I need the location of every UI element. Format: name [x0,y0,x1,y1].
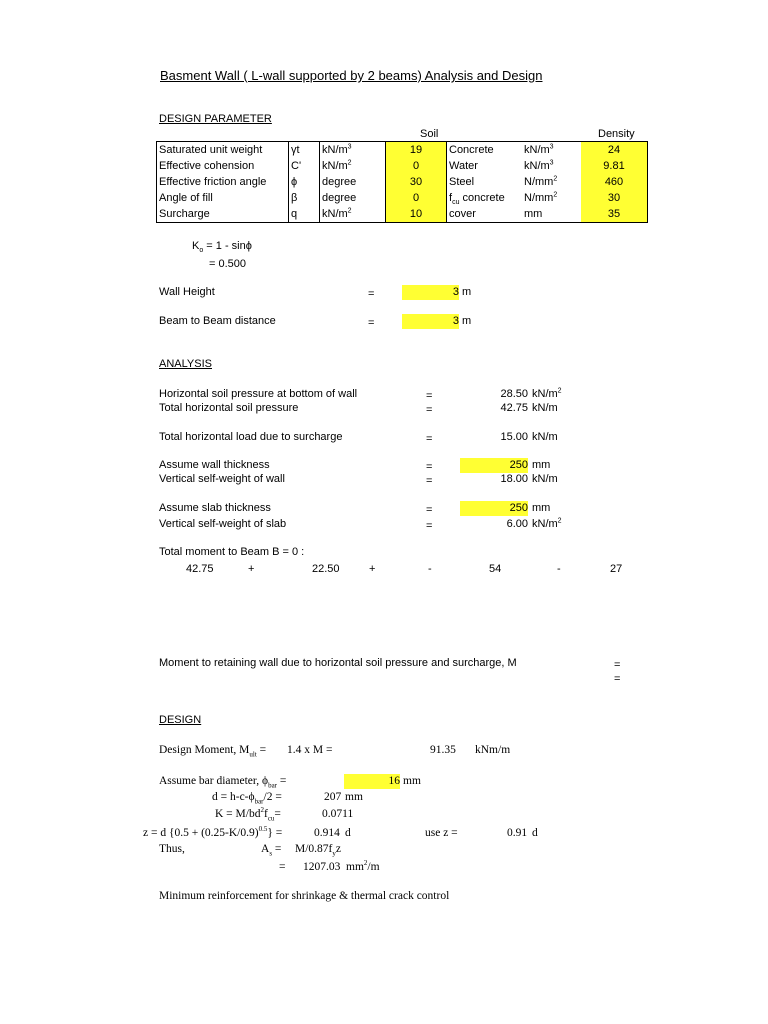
ko-value: = 0.500 [209,258,247,270]
design-parameter-heading: DESIGN PARAMETER [159,113,272,125]
param-density-value[interactable]: 30 [607,192,621,204]
param-density-label: Concrete [449,144,494,156]
analysis-row-value-wrap [460,518,528,530]
design-heading: DESIGN [159,714,202,726]
beam-distance-eq: = [368,317,375,329]
d-unit: mm [345,791,363,803]
d-formula [212,791,282,806]
analysis-row-unit-wrap [532,473,558,485]
analysis-row-eq: = [426,475,433,487]
param-cell [320,142,386,159]
analysis-row-label: Total horizontal load due to surcharge [159,431,343,443]
param-density-label: cover [449,208,476,220]
param-row [157,158,648,174]
as-formula-text: M/0.87f [295,843,333,855]
analysis-row-label: Vertical self-weight of slab [159,518,287,530]
as-value-eq: = [279,861,286,873]
analysis-row-unit: kN/m [532,473,558,485]
wall-height-input[interactable]: 3 [402,285,459,300]
param-unit: degree [322,192,357,204]
param-cell [289,190,320,206]
param-label: Saturated unit weight [159,144,263,156]
ko-formula-text: = 1 - sin [203,240,246,252]
analysis-row-unit: mm [532,502,551,514]
param-row [157,206,648,223]
param-symbol: γt [291,144,300,156]
param-unit: kN/m [322,160,348,172]
phi-symbol: ϕ [245,240,252,252]
param-density-unit: N/mm [524,192,554,204]
use-z-label: use z = [425,827,458,839]
analysis-row-eq-wrap [426,390,432,402]
z-formula-text: z = d {0.5 + (0.25-K/0.9) [143,827,259,839]
param-density-unit-superscript: 2 [553,191,558,199]
design-moment-value: 91.35 [430,744,456,756]
design-moment-eq: = [256,744,267,756]
param-cell[interactable] [581,206,648,223]
param-cell [320,190,386,206]
bar-diameter-text: Assume bar diameter, ϕ [159,775,269,787]
analysis-row-eq-wrap [426,404,432,416]
analysis-row-label-wrap [159,402,298,414]
soil-column-header: Soil [420,128,439,140]
param-cell [522,158,581,174]
k-formula-superscript: 2 [260,806,264,815]
design-moment-factor: 1.4 x M = [287,744,333,756]
analysis-row-eq-wrap [426,520,432,532]
k-formula-f: f [263,808,268,820]
design-moment-subscript: ult [249,750,257,759]
moment-term: 27 [610,563,623,575]
analysis-row-eq-wrap [426,461,432,473]
analysis-row-unit-wrap [532,502,550,514]
k-formula-text: K = M/bd [215,808,261,820]
analysis-row-label: Assume slab thickness [159,502,271,514]
analysis-row-label-wrap [159,473,285,485]
param-density-value[interactable]: 35 [607,208,621,220]
param-cell [522,142,581,159]
analysis-row-unit-wrap [532,431,558,443]
bar-diameter-input[interactable]: 16 [344,774,400,789]
analysis-row-label-wrap [159,518,286,530]
thus-label: Thus, [159,843,185,855]
analysis-row-label-wrap [159,388,357,400]
analysis-row-input[interactable] [460,501,528,516]
analysis-row-unit: kN/m [532,402,558,414]
wall-height-eq: = [368,288,375,300]
analysis-row-value-wrap [460,402,528,414]
analysis-row-label-wrap [159,431,342,443]
analysis-row-label: Vertical self-weight of wall [159,473,285,485]
analysis-row-eq: = [426,433,433,445]
analysis-row-eq: = [426,390,433,402]
as-unit-superscript: 2 [363,859,368,868]
analysis-row-eq-wrap [426,433,432,445]
param-cell [157,158,289,174]
param-unit-superscript: 2 [347,207,352,215]
analysis-row-unit-wrap [532,459,550,471]
param-density-value[interactable]: 24 [607,144,621,156]
param-cell[interactable] [386,206,447,223]
param-cell[interactable] [386,190,447,206]
moment-term: 54 [489,563,502,575]
param-cell [522,206,581,223]
param-cell [289,206,320,223]
param-soil-value[interactable]: 30 [409,176,423,188]
param-cell [157,174,289,190]
z-formula-eq: } = [267,827,283,839]
analysis-row-value: 18.00 [500,473,528,485]
param-unit-superscript: 2 [347,159,352,167]
param-cell [447,206,523,223]
analysis-row-unit-superscript: 2 [557,387,562,395]
param-cell [522,174,581,190]
z-formula [143,827,282,839]
as-formula [295,843,341,858]
z-value: 0.914 [314,827,340,839]
analysis-row-value-wrap [460,388,528,400]
design-moment-label [159,744,267,759]
param-density-label: Water [449,160,478,172]
param-density-label: f [449,192,453,204]
param-row [157,190,648,206]
ko-symbol: K [192,240,200,252]
analysis-row-label-wrap [159,459,270,471]
analysis-row-value-wrap [460,431,528,443]
param-unit-superscript: 3 [347,143,352,151]
analysis-row-eq: = [426,461,433,473]
param-cell [522,190,581,206]
d-value: 207 [324,791,342,803]
param-symbol: q [291,208,298,220]
param-cell [320,158,386,174]
analysis-row-unit-superscript: 2 [557,517,562,525]
param-cell[interactable] [581,142,648,159]
beam-distance-unit: m [462,315,472,327]
analysis-row-value-wrap [460,473,528,485]
page-title: Basment Wall ( L-wall supported by 2 beams) Analysis and Design [160,68,543,83]
z-formula-superscript: 0.5 [258,825,268,834]
param-density-value[interactable]: 460 [604,176,624,188]
as-symbol: A [261,843,270,855]
param-density-subscript: cu [452,199,460,207]
analysis-heading: ANALYSIS [159,358,212,370]
param-soil-value[interactable]: 19 [409,144,423,156]
analysis-row-unit: mm [532,459,551,471]
as-formula-subscript: y [332,849,336,858]
param-soil-value[interactable]: 0 [412,160,420,172]
moment-operator: - [428,563,432,575]
param-soil-value[interactable]: 10 [409,208,423,220]
param-cell[interactable] [386,142,447,159]
as-label [261,843,282,858]
param-cell [289,174,320,190]
param-cell [447,174,523,190]
param-density-unit-superscript: 3 [549,143,554,151]
analysis-row-unit: kN/m [532,388,558,400]
design-parameter-table [156,141,648,223]
d-formula-text: d = h-c-ϕ [212,791,255,803]
moment-operator: + [248,563,255,575]
param-cell [447,142,523,159]
param-density-unit: mm [524,208,543,220]
d-formula-subscript: bar [254,797,264,806]
moment-term: 42.75 [186,563,214,575]
use-z-unit: d [532,827,538,839]
retaining-moment-eq: = [614,659,621,671]
analysis-row-unit: kN/m [532,431,558,443]
as-value: 1207.03 [303,861,341,873]
wall-height-unit: m [462,286,472,298]
d-formula-eq: /2 = [263,791,282,803]
as-unit-suffix: /m [367,861,380,873]
design-moment-text: Design Moment, M [159,744,250,756]
analysis-row-eq-wrap [426,475,432,487]
analysis-row-value: 6.00 [506,518,528,530]
param-density-unit: kN/m [524,144,550,156]
param-cell[interactable] [386,174,447,190]
ko-subscript: o [199,247,204,255]
as-eq: = [272,843,282,855]
param-row [157,174,648,190]
param-cell [157,206,289,223]
param-label: Surcharge [159,208,210,220]
param-cell [157,142,289,159]
param-cell[interactable] [581,174,648,190]
param-symbol: ϕ [291,176,298,188]
param-density-unit: kN/m [524,160,550,172]
retaining-moment-eq: = [614,673,621,685]
analysis-row-eq: = [426,504,433,516]
total-moment-label: Total moment to Beam B = 0 : [159,546,305,558]
param-soil-value[interactable]: 0 [412,192,420,204]
moment-term: 22.50 [312,563,340,575]
param-density-label-rest: concrete [459,192,505,204]
param-symbol: C' [291,160,302,172]
density-column-header: Density [598,128,635,140]
analysis-row-label: Total horizontal soil pressure [159,402,299,414]
as-subscript: s [269,849,273,858]
analysis-row-eq: = [426,404,433,416]
param-density-unit-superscript: 3 [549,159,554,167]
ko-formula [192,240,252,255]
param-density-unit: N/mm [524,176,554,188]
param-cell [320,206,386,223]
retaining-moment-label: Moment to retaining wall due to horizontal soil pressure and surcharge, M [159,657,517,669]
analysis-row-unit: kN/m [532,518,558,530]
bar-diameter-eq: = [277,775,287,787]
param-cell [447,158,523,174]
analysis-row-value: 28.50 [500,388,528,400]
min-reinforcement-label: Minimum reinforcement for shrinkage & thermal crack control [159,890,450,902]
param-unit: kN/m [322,208,348,220]
k-formula-eq: = [274,808,281,820]
wall-height-label: Wall Height [159,286,215,298]
as-unit-text: mm [346,861,364,873]
bar-diameter-unit: mm [403,775,421,787]
param-label: Angle of fill [159,192,213,204]
beam-distance-input[interactable]: 3 [402,314,459,329]
analysis-row-input[interactable] [460,458,528,473]
param-symbol: β [291,192,298,204]
design-moment-unit: kNm/m [475,744,511,756]
param-cell [447,190,523,206]
param-cell [289,142,320,159]
param-cell[interactable] [386,158,447,174]
param-row [157,142,648,159]
param-unit: kN/m [322,144,348,156]
k-formula [215,806,281,823]
param-cell [289,158,320,174]
as-unit [346,861,380,873]
analysis-row-value: 42.75 [500,402,528,414]
analysis-row-unit-wrap [532,388,562,400]
as-formula-z: z [335,843,341,855]
analysis-row-eq: = [426,520,433,532]
moment-operator: - [557,563,561,575]
analysis-row-unit-wrap [532,402,558,414]
k-formula-subscript: cu [267,814,275,823]
moment-operator: + [369,563,376,575]
param-cell [320,174,386,190]
bar-subscript: bar [268,781,278,790]
param-unit: degree [322,176,357,188]
param-density-unit-superscript: 2 [553,175,558,183]
param-density-label: Steel [449,176,475,188]
use-z-value: 0.91 [507,827,528,839]
analysis-row-value[interactable]: 250 [509,502,528,514]
param-density-value[interactable]: 9.81 [603,160,625,172]
analysis-row-value[interactable]: 250 [509,459,528,471]
param-cell[interactable] [581,190,648,206]
analysis-row-eq-wrap [426,504,432,516]
param-label: Effective friction angle [159,176,267,188]
param-cell [157,190,289,206]
analysis-row-label-wrap [159,502,271,514]
analysis-row-unit-wrap [532,518,562,530]
beam-distance-label: Beam to Beam distance [159,315,276,327]
bar-diameter-label [159,775,287,790]
param-cell[interactable] [581,158,648,174]
analysis-row-label: Assume wall thickness [159,459,270,471]
z-unit: d [345,827,351,839]
analysis-row-value: 15.00 [500,431,528,443]
k-value: 0.0711 [322,808,354,820]
param-label: Effective cohension [159,160,255,172]
analysis-row-label: Horizontal soil pressure at bottom of wall [159,388,358,400]
